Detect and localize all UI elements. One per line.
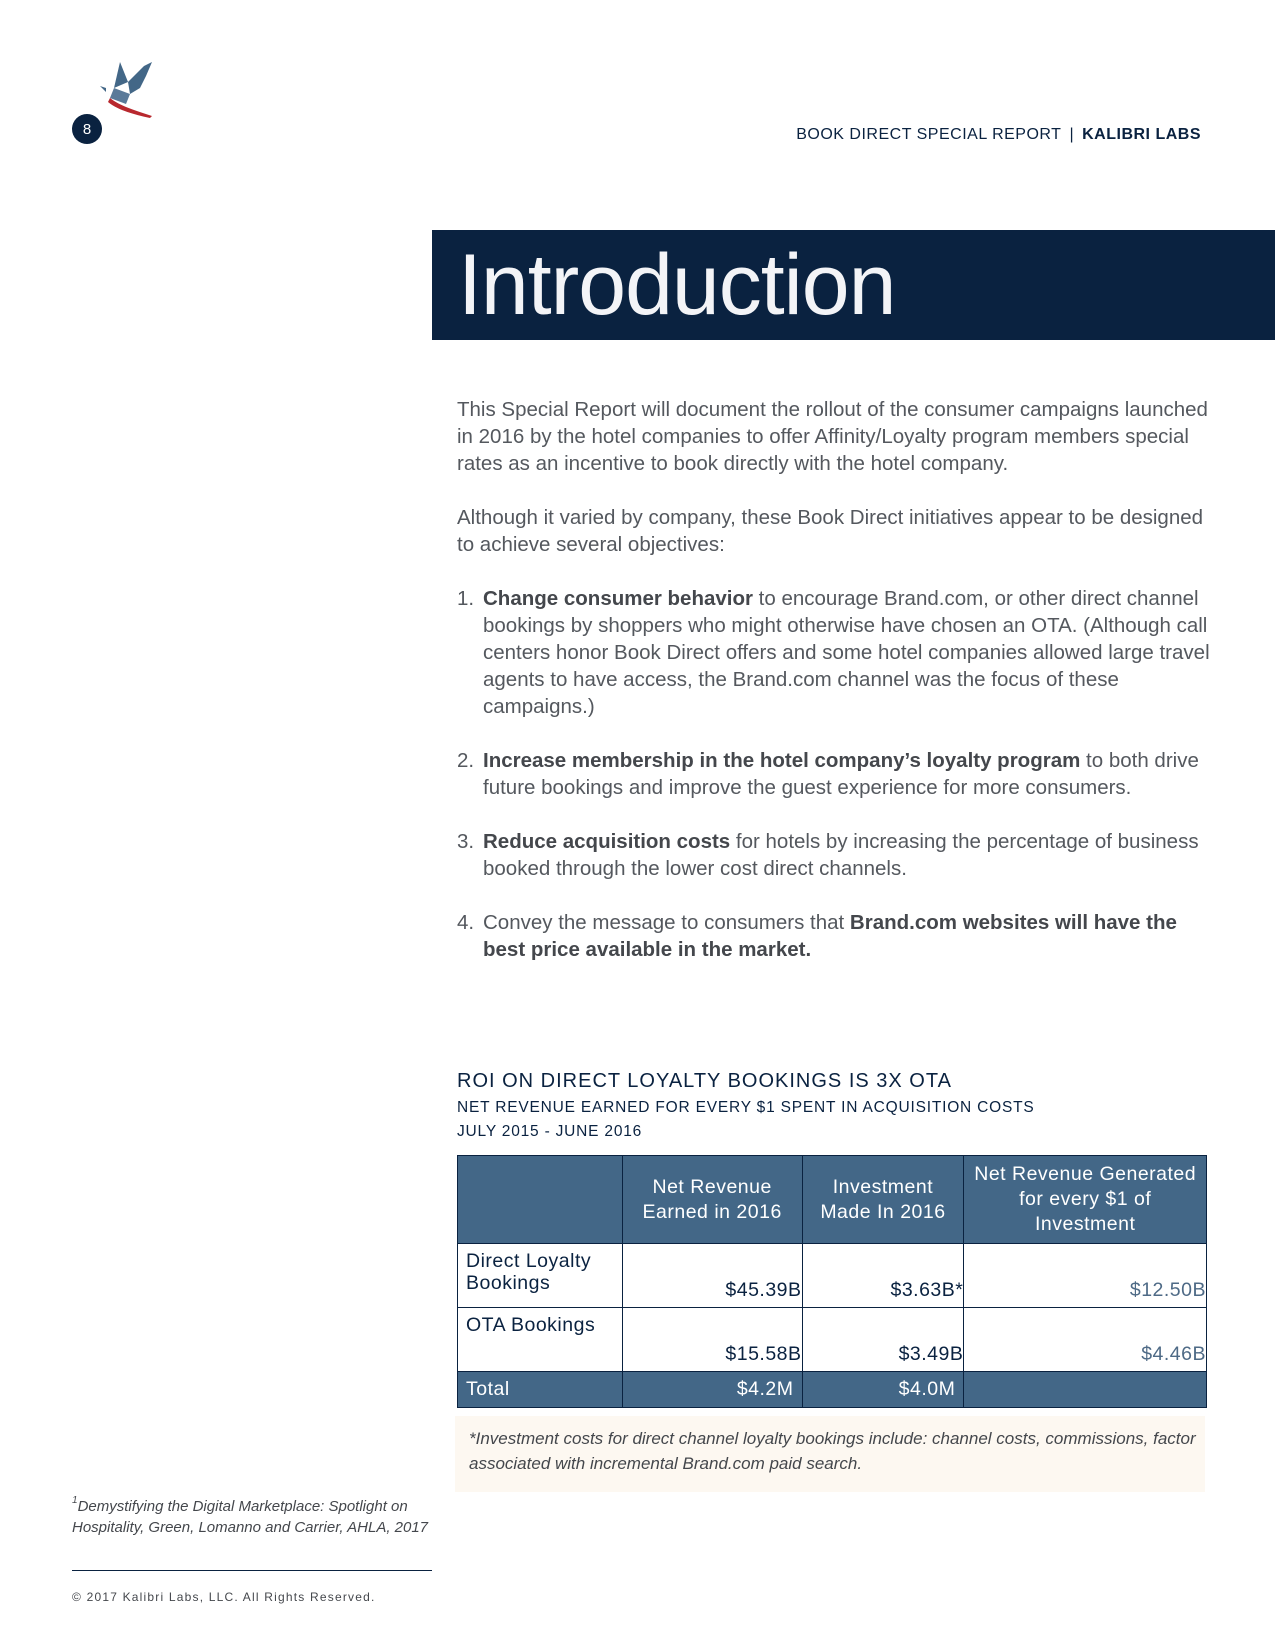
objective-item: 2. Increase membership in the hotel company’s loyalty program to both drive future bookings and improve the guest experience for more consumers. bbox=[457, 749, 1199, 799]
table-header-row bbox=[458, 1156, 1207, 1244]
footnote-text: Demystifying the Digital Marketplace: Spotlight on Hospitality, Green, Lomanno and Carrier, AHLA, 2017 bbox=[72, 1498, 429, 1536]
running-header bbox=[796, 126, 1201, 144]
intro-body bbox=[457, 396, 1217, 990]
objectives-list bbox=[457, 585, 1217, 963]
title-band bbox=[432, 230, 1275, 340]
total-investment: $4.0M bbox=[802, 1372, 964, 1408]
objective-item: 4. Convey the message to consumers that Brand.com websites will have the best price available in the market. bbox=[457, 911, 1177, 961]
column-header: Net Revenue Generated for every $1 of Investment bbox=[964, 1156, 1207, 1244]
objective-item: 3. Reduce acquisition costs for hotels by increasing the percentage of business booked through the lower cost direct channels. bbox=[457, 830, 1199, 880]
header-separator: | bbox=[1069, 126, 1075, 143]
footnote-divider bbox=[72, 1570, 432, 1571]
roi-table bbox=[457, 1155, 1207, 1408]
column-header: Net Revenue Earned in 2016 bbox=[622, 1156, 802, 1244]
table-row bbox=[458, 1244, 1207, 1308]
total-per-dollar bbox=[964, 1372, 1207, 1408]
roi-subtitle: NET REVENUE EARNED FOR EVERY $1 SPENT IN ACQUISITION COSTS bbox=[457, 1099, 1035, 1116]
intro-paragraph-1: This Special Report will document the rollout of the consumer campaigns launched in 2016 by the hotel companies to offer Affinity/Loyalty program members special rates as an incentive to book directly with the hotel company. bbox=[457, 398, 1208, 475]
table-total-row bbox=[458, 1372, 1207, 1408]
cell-per-dollar: $4.46B bbox=[964, 1308, 1207, 1372]
page-title: Introduction bbox=[458, 237, 896, 333]
table-row bbox=[458, 1308, 1207, 1372]
copyright: © 2017 Kalibri Labs, LLC. All Rights Reserved. bbox=[72, 1590, 376, 1604]
total-label: Total bbox=[458, 1372, 623, 1408]
cell-investment: $3.63B* bbox=[802, 1244, 964, 1308]
roi-period: JULY 2015 - JUNE 2016 bbox=[457, 1123, 643, 1140]
kalibri-hummingbird-logo bbox=[100, 58, 162, 122]
objective-item: 1. Change consumer behavior to encourage Brand.com, or other direct channel bookings by shoppers who might otherwise have chosen an OTA. (Although call centers honor Book Direct offers and some hotel companies allowed large travel agents to have access, the Brand.com channel was the focus of these campaigns.) bbox=[457, 587, 1210, 718]
column-header: Investment Made In 2016 bbox=[802, 1156, 964, 1244]
cell-per-dollar: $12.50B bbox=[964, 1244, 1207, 1308]
row-label: Direct Loyalty Bookings bbox=[458, 1244, 623, 1308]
investment-note: *Investment costs for direct channel loyalty bookings include: channel costs, commissions, factor associated with incremental Brand.com paid search. bbox=[455, 1416, 1205, 1492]
footnote-marker: 1 bbox=[72, 1495, 78, 1506]
total-net-revenue: $4.2M bbox=[622, 1372, 802, 1408]
roi-heading bbox=[457, 1070, 1035, 1141]
intro-paragraph-2: Although it varied by company, these Book Direct initiatives appear to be designed to achieve several objectives: bbox=[457, 506, 1204, 556]
page-number-badge: 8 bbox=[72, 114, 102, 144]
footnote bbox=[72, 1496, 432, 1538]
report-title: BOOK DIRECT SPECIAL REPORT bbox=[796, 126, 1062, 143]
row-label: OTA Bookings bbox=[458, 1308, 623, 1372]
roi-title: ROI ON DIRECT LOYALTY BOOKINGS IS 3X OTA bbox=[457, 1070, 952, 1092]
brand-name: KALIBRI LABS bbox=[1082, 126, 1201, 143]
cell-investment: $3.49B bbox=[802, 1308, 964, 1372]
cell-net-revenue: $45.39B bbox=[622, 1244, 802, 1308]
cell-net-revenue: $15.58B bbox=[622, 1308, 802, 1372]
column-header bbox=[458, 1156, 623, 1244]
